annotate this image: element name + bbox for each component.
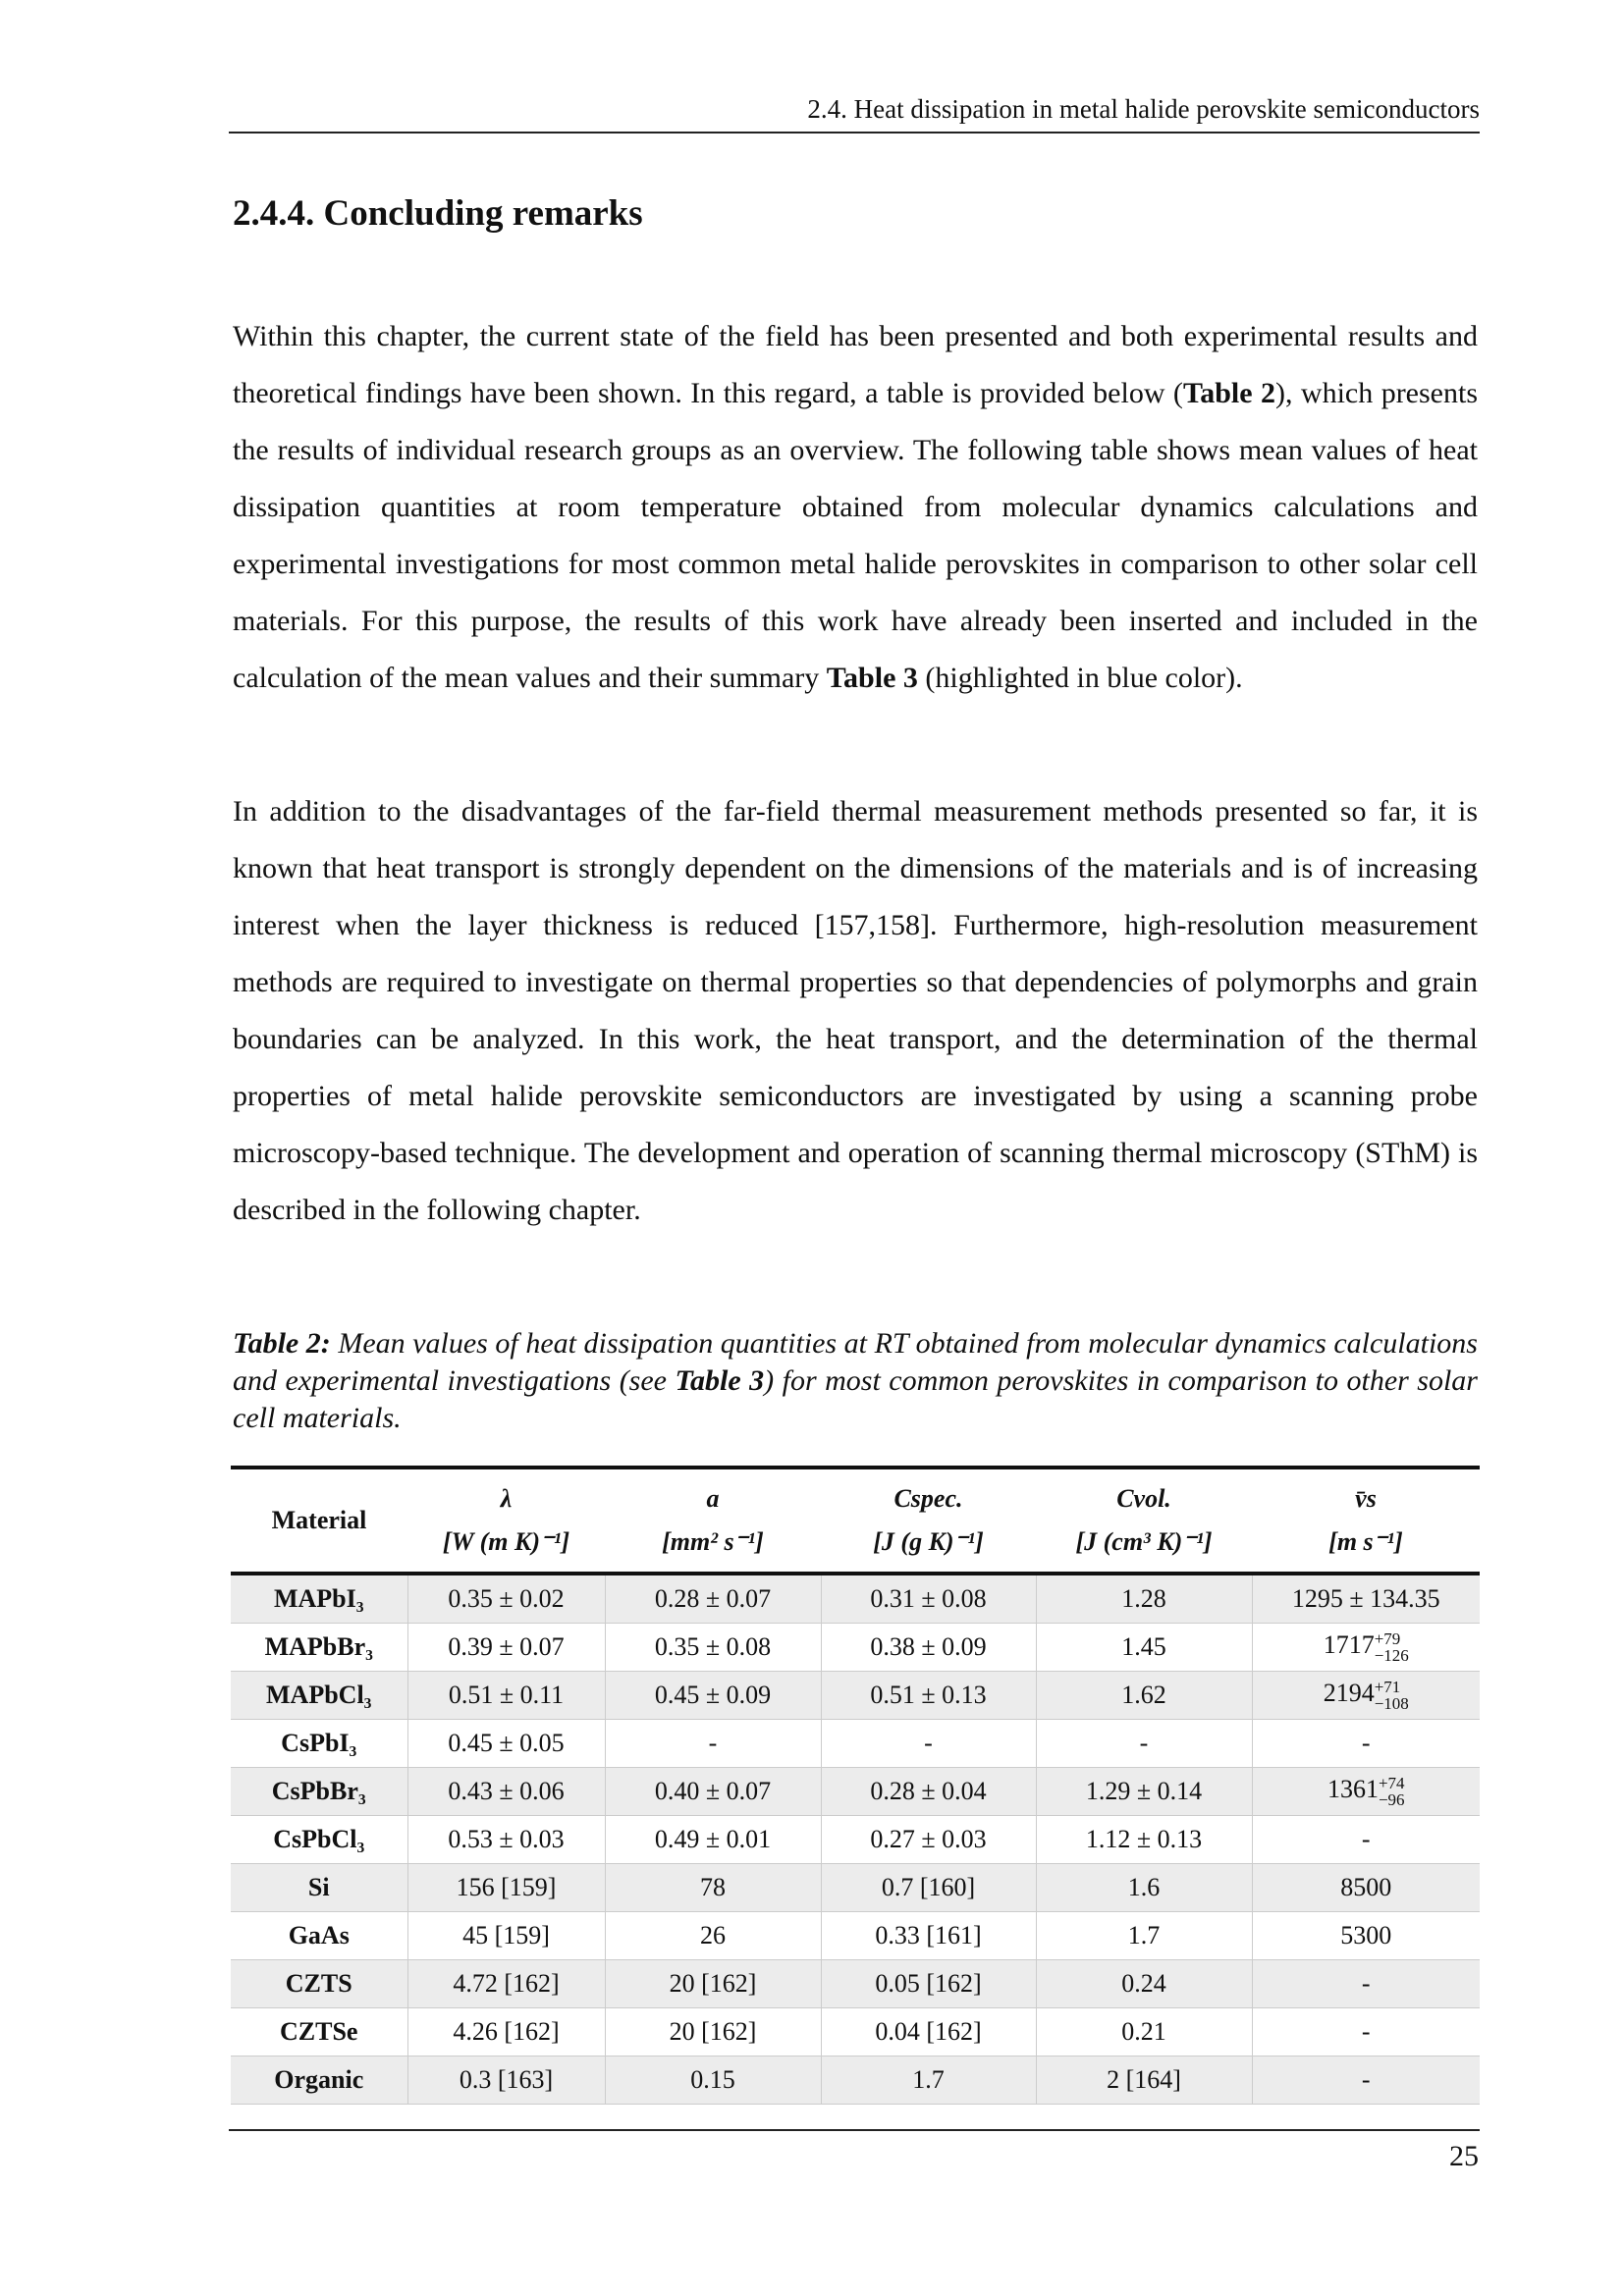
cell-cvol: 1.6 <box>1036 1864 1252 1912</box>
cell-cvol: 1.29 ± 0.14 <box>1036 1768 1252 1816</box>
column-header-material: Material <box>231 1468 407 1574</box>
cell-a: 0.28 ± 0.07 <box>605 1574 821 1624</box>
header-symbol: Cvol. <box>1116 1484 1171 1513</box>
cell-cspec: 0.33 [161] <box>821 1912 1036 1960</box>
cell-material: GaAs <box>231 1912 407 1960</box>
vs-value: 8500 <box>1340 1873 1392 1901</box>
vs-value: 2194 <box>1323 1678 1375 1707</box>
cell-cspec: 0.38 ± 0.09 <box>821 1624 1036 1672</box>
cell-vs <box>1252 1720 1480 1768</box>
header-symbol: Cspec. <box>893 1484 963 1513</box>
cell-a: 26 <box>605 1912 821 1960</box>
header-symbol: λ <box>500 1484 513 1513</box>
vs-value: - <box>1361 1729 1371 1757</box>
cell-material: CsPbCl₃ <box>231 1816 407 1864</box>
vs-error <box>1375 1679 1409 1712</box>
table-row <box>231 2008 1480 2056</box>
table-ref: Table 3 <box>675 1364 765 1397</box>
cell-vs <box>1252 1574 1480 1624</box>
vs-value: - <box>1361 2017 1371 2046</box>
cell-lambda: 0.35 ± 0.02 <box>407 1574 605 1624</box>
cell-lambda: 4.72 [162] <box>407 1960 605 2008</box>
cell-lambda: 0.51 ± 0.11 <box>407 1672 605 1720</box>
cell-a: 0.45 ± 0.09 <box>605 1672 821 1720</box>
vs-plus: +79 <box>1374 1629 1401 1649</box>
cell-material: CZTSe <box>231 2008 407 2056</box>
table-row <box>231 1912 1480 1960</box>
table-row <box>231 1816 1480 1864</box>
cell-a: 20 [162] <box>605 2008 821 2056</box>
header-unit: [W (m K)⁻¹] <box>442 1527 570 1556</box>
table-caption <box>233 1325 1478 1437</box>
cell-lambda: 0.3 [163] <box>407 2056 605 2105</box>
cell-cvol: - <box>1036 1720 1252 1768</box>
header-rule <box>229 132 1480 133</box>
vs-plus: +71 <box>1374 1678 1401 1697</box>
table-row <box>231 1672 1480 1720</box>
vs-value: 5300 <box>1340 1921 1392 1949</box>
cell-a: 0.40 ± 0.07 <box>605 1768 821 1816</box>
header-unit: [m s⁻¹] <box>1328 1527 1403 1556</box>
cell-lambda: 0.43 ± 0.06 <box>407 1768 605 1816</box>
section-title: 2.4.4. Concluding remarks <box>233 193 643 234</box>
cell-cvol: 1.28 <box>1036 1574 1252 1624</box>
cell-vs <box>1252 1816 1480 1864</box>
cell-cvol: 1.62 <box>1036 1672 1252 1720</box>
vs-minus: −96 <box>1378 1790 1405 1810</box>
footer-rule <box>229 2129 1480 2131</box>
cell-cspec: 0.04 [162] <box>821 2008 1036 2056</box>
vs-value: - <box>1361 1825 1371 1853</box>
cell-vs <box>1252 2008 1480 2056</box>
table-row <box>231 1864 1480 1912</box>
cell-cvol: 0.21 <box>1036 2008 1252 2056</box>
cell-cvol: 1.45 <box>1036 1624 1252 1672</box>
cell-material: CsPbBr₃ <box>231 1768 407 1816</box>
vs-plus: +74 <box>1378 1774 1405 1793</box>
paragraph-1 <box>233 308 1478 707</box>
cell-material: CsPbI₃ <box>231 1720 407 1768</box>
cell-lambda: 45 [159] <box>407 1912 605 1960</box>
text: Within this chapter, the current state of the field has been presented and both experimental results and theoretical findings have been shown. In this regard, a table is provided below ( <box>233 320 1478 409</box>
text: (highlighted in blue color). <box>917 662 1243 694</box>
paragraph-2: In addition to the disadvantages of the far-field thermal measurement methods presented so far, it is known that heat transport is strongly dependent on the dimensions of the materials and is of increasing interest when the layer thickness is reduced [157,158]. Furthermore, high-resolution measurement methods are required to investigate on thermal properties so that dependencies of polymorphs and grain boundaries can be analyzed. In this work, the heat transport, and the determination of the thermal properties of metal halide perovskite semiconductors are investigated by using a scanning probe microscopy-based technique. The development and operation of scanning thermal microscopy (SThM) is described in the following chapter. <box>233 795 1478 1226</box>
cell-material: MAPbBr₃ <box>231 1624 407 1672</box>
cell-material: CZTS <box>231 1960 407 2008</box>
header-unit: [J (g K)⁻¹] <box>873 1527 984 1556</box>
cell-cspec: 1.7 <box>821 2056 1036 2105</box>
cell-material: MAPbI₃ <box>231 1574 407 1624</box>
vs-value: - <box>1361 2065 1371 2094</box>
cell-cspec: 0.28 ± 0.04 <box>821 1768 1036 1816</box>
cell-vs <box>1252 1912 1480 1960</box>
table-row <box>231 1624 1480 1672</box>
cell-vs <box>1252 1864 1480 1912</box>
vs-minus: −126 <box>1374 1646 1409 1666</box>
column-header <box>1252 1468 1480 1574</box>
cell-cspec: 0.05 [162] <box>821 1960 1036 2008</box>
cell-vs <box>1252 1960 1480 2008</box>
cell-lambda: 0.45 ± 0.05 <box>407 1720 605 1768</box>
table-row <box>231 1960 1480 2008</box>
running-header: 2.4. Heat dissipation in metal halide perovskite semiconductors <box>807 94 1480 124</box>
cell-cspec: 0.27 ± 0.03 <box>821 1816 1036 1864</box>
cell-cspec: - <box>821 1720 1036 1768</box>
caption-label: Table 2: <box>233 1327 331 1360</box>
cell-a: 78 <box>605 1864 821 1912</box>
column-header <box>1036 1468 1252 1574</box>
text: ) for most common perovskites in comparison to other solar cell materials. <box>233 1364 1478 1434</box>
cell-a: - <box>605 1720 821 1768</box>
table-ref: Table 2 <box>1182 377 1275 409</box>
text: Mean values of heat dissipation quantities at RT obtained from molecular dynamics calculations and experimental investigations (see <box>233 1327 1478 1397</box>
cell-cspec: 0.31 ± 0.08 <box>821 1574 1036 1624</box>
table-row <box>231 2056 1480 2105</box>
data-table <box>231 1466 1480 2105</box>
cell-a: 20 [162] <box>605 1960 821 2008</box>
cell-cspec: 0.7 [160] <box>821 1864 1036 1912</box>
vs-value: 1361 <box>1326 1774 1379 1803</box>
column-header <box>407 1468 605 1574</box>
header-unit: [mm² s⁻¹] <box>662 1527 764 1556</box>
text: ), which presents the results of individual research groups as an overview. The following table shows mean values of heat dissipation quantities at room temperature obtained from molecular dynamics calculations and experimental investigations for most common metal halide perovskites in comparison to other solar cell materials. For this purpose, the results of this work have already been inserted and included in the calculation of the mean values and their summary <box>233 377 1478 694</box>
header-symbol: a <box>706 1484 720 1513</box>
table-ref: Table 3 <box>826 662 918 694</box>
cell-cvol: 1.12 ± 0.13 <box>1036 1816 1252 1864</box>
vs-minus: −108 <box>1374 1694 1409 1714</box>
cell-lambda: 4.26 [162] <box>407 2008 605 2056</box>
table-row <box>231 1574 1480 1624</box>
cell-vs <box>1252 1624 1480 1672</box>
header-symbol: v̄s <box>1355 1484 1377 1513</box>
cell-cvol: 2 [164] <box>1036 2056 1252 2105</box>
vs-value: - <box>1361 1969 1371 1998</box>
cell-vs <box>1252 1672 1480 1720</box>
cell-lambda: 0.39 ± 0.07 <box>407 1624 605 1672</box>
table-row <box>231 1720 1480 1768</box>
cell-material: Si <box>231 1864 407 1912</box>
vs-error <box>1379 1775 1405 1808</box>
cell-vs <box>1252 1768 1480 1816</box>
cell-cvol: 1.7 <box>1036 1912 1252 1960</box>
cell-lambda: 156 [159] <box>407 1864 605 1912</box>
cell-cvol: 0.24 <box>1036 1960 1252 2008</box>
cell-lambda: 0.53 ± 0.03 <box>407 1816 605 1864</box>
cell-vs <box>1252 2056 1480 2105</box>
vs-value: 1295 ± 134.35 <box>1291 1584 1440 1613</box>
cell-a: 0.15 <box>605 2056 821 2105</box>
vs-error <box>1375 1630 1409 1664</box>
column-header <box>821 1468 1036 1574</box>
cell-material: Organic <box>231 2056 407 2105</box>
vs-value: 1717 <box>1323 1629 1375 1659</box>
cell-material: MAPbCl₃ <box>231 1672 407 1720</box>
table-row <box>231 1768 1480 1816</box>
cell-a: 0.35 ± 0.08 <box>605 1624 821 1672</box>
column-header <box>605 1468 821 1574</box>
page-number: 25 <box>1449 2140 1479 2172</box>
cell-a: 0.49 ± 0.01 <box>605 1816 821 1864</box>
cell-cspec: 0.51 ± 0.13 <box>821 1672 1036 1720</box>
header-unit: [J (cm³ K)⁻¹] <box>1075 1527 1213 1556</box>
